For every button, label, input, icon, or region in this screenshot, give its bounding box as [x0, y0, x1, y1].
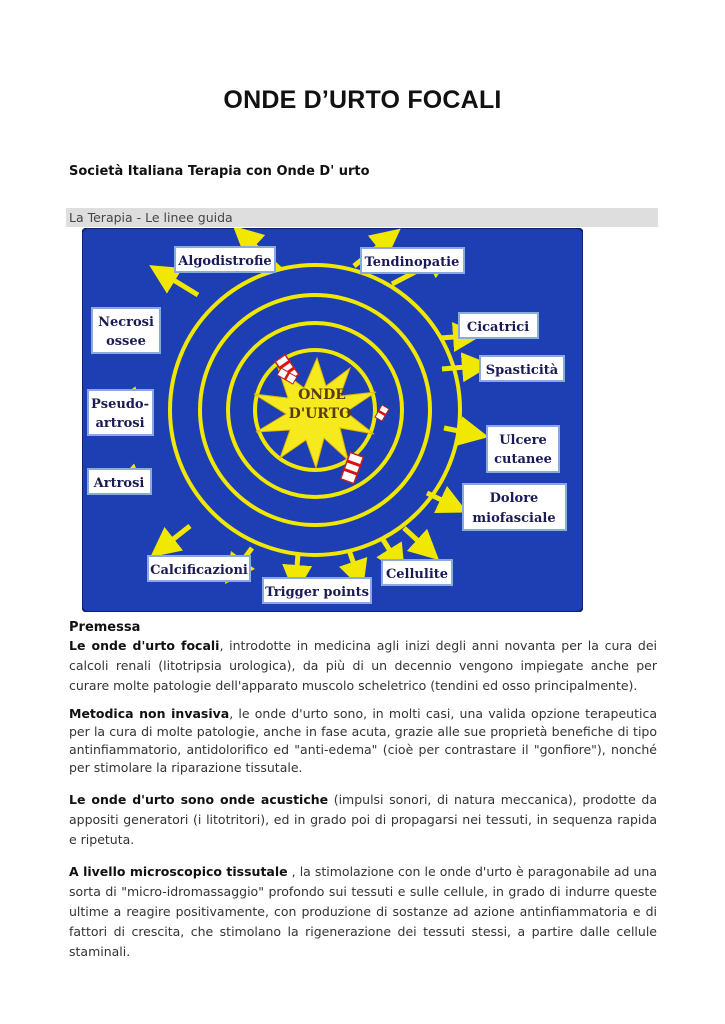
label-calcificazioni: [148, 556, 250, 581]
label-algodistrofie: [175, 247, 275, 272]
svg-text:miofasciale: miofasciale: [472, 511, 556, 526]
paragraph-3-text: (impulsi sonori, di natura meccanica), prodotte da appositi generatori (i litotritori), ed in grado poi di propagarsi nei tessuti, in sequenza rapida e ripetuta.: [69, 792, 658, 847]
center-label-line1: ONDE: [298, 387, 346, 403]
svg-text:Algodistrofie: Algodistrofie: [178, 254, 272, 269]
paragraph-1-text: , introdotte in medicina agli inizi degli anni novanta per la cura dei calcoli renali (litotripsia urologica), da più di un decennio vengono impiegate anche per curare molte patologie dell'apparato muscolo scheletrico (tendini ed osso principalmente).: [69, 638, 657, 693]
premessa-heading: Premessa: [69, 620, 141, 635]
center-label-line2: D'URTO: [288, 406, 352, 422]
svg-text:Spasticità: Spasticità: [485, 363, 559, 378]
paragraph-2: [69, 705, 657, 777]
paragraph-4: [69, 862, 657, 962]
label-dolore-miofasciale: [463, 484, 566, 530]
label-trigger-points: [263, 578, 371, 603]
label-ulcere-cutanee: [487, 426, 559, 472]
label-tendinopatie: [361, 248, 464, 273]
svg-text:Necrosi: Necrosi: [98, 315, 154, 330]
svg-text:Cellulite: Cellulite: [385, 567, 449, 582]
svg-text:Dolore: Dolore: [489, 491, 539, 506]
paragraph-1: [69, 636, 657, 696]
svg-text:Calcificazioni: Calcificazioni: [150, 563, 248, 578]
label-spasticita: [480, 356, 564, 381]
svg-text:Cicatrici: Cicatrici: [466, 320, 530, 335]
svg-text:ossee: ossee: [106, 334, 146, 349]
label-necrosi-ossee: [92, 308, 160, 353]
paragraph-1-bold: Le onde d'urto focali: [69, 638, 220, 653]
label-cellulite: [382, 560, 452, 585]
paragraph-4-text: , la stimolazione con le onde d'urto è paragonabile ad una sorta di "micro-idromassaggio" profondo sui tessuti e sulle cellule, in grado di indurre queste ultime a reagire positivamente, con produzione di sostanze ad azione antinfiammatoria e di fattori di crescita, che stimolano la rigenerazione dei tessuti stessi, a partire dalle cellule staminali.: [69, 864, 658, 959]
shockwave-diagram: [82, 228, 583, 612]
paragraph-3: [69, 790, 657, 850]
svg-text:Artrosi: Artrosi: [93, 476, 145, 491]
svg-text:Tendinopatie: Tendinopatie: [364, 255, 460, 270]
label-cicatrici: [459, 313, 538, 338]
svg-text:artrosi: artrosi: [95, 416, 145, 431]
paragraph-4-bold: A livello microscopico tissutale: [69, 864, 288, 879]
document-title: ONDE D’URTO FOCALI: [223, 86, 502, 114]
paragraph-2-bold: Metodica non invasiva: [69, 706, 230, 721]
diagram-svg: [82, 228, 583, 612]
section-bar-label: La Terapia - Le linee guida: [69, 210, 233, 225]
paragraph-2-text: , le onde d'urto sono, in molti casi, una valida opzione terapeutica per la cura di molte patologie, anche in fase acuta, grazie alle sue proprietà benefiche di tipo antinfiammatorio, antidolorifico ed "anti-edema" (cioè per contrastare il "gonfiore"), nonché per stimolare la riparazione tissutale.: [69, 706, 657, 775]
svg-text:Pseudo-: Pseudo-: [91, 397, 149, 412]
label-pseudo-artrosi: [88, 390, 153, 435]
svg-text:Trigger points: Trigger points: [265, 585, 369, 600]
label-artrosi: [88, 469, 151, 494]
organization-name: Società Italiana Terapia con Onde D' urto: [69, 164, 370, 179]
svg-text:cutanee: cutanee: [494, 452, 552, 467]
paragraph-3-bold: Le onde d'urto sono onde acustiche: [69, 792, 329, 807]
svg-text:Ulcere: Ulcere: [499, 433, 547, 448]
section-bar: [66, 208, 658, 227]
